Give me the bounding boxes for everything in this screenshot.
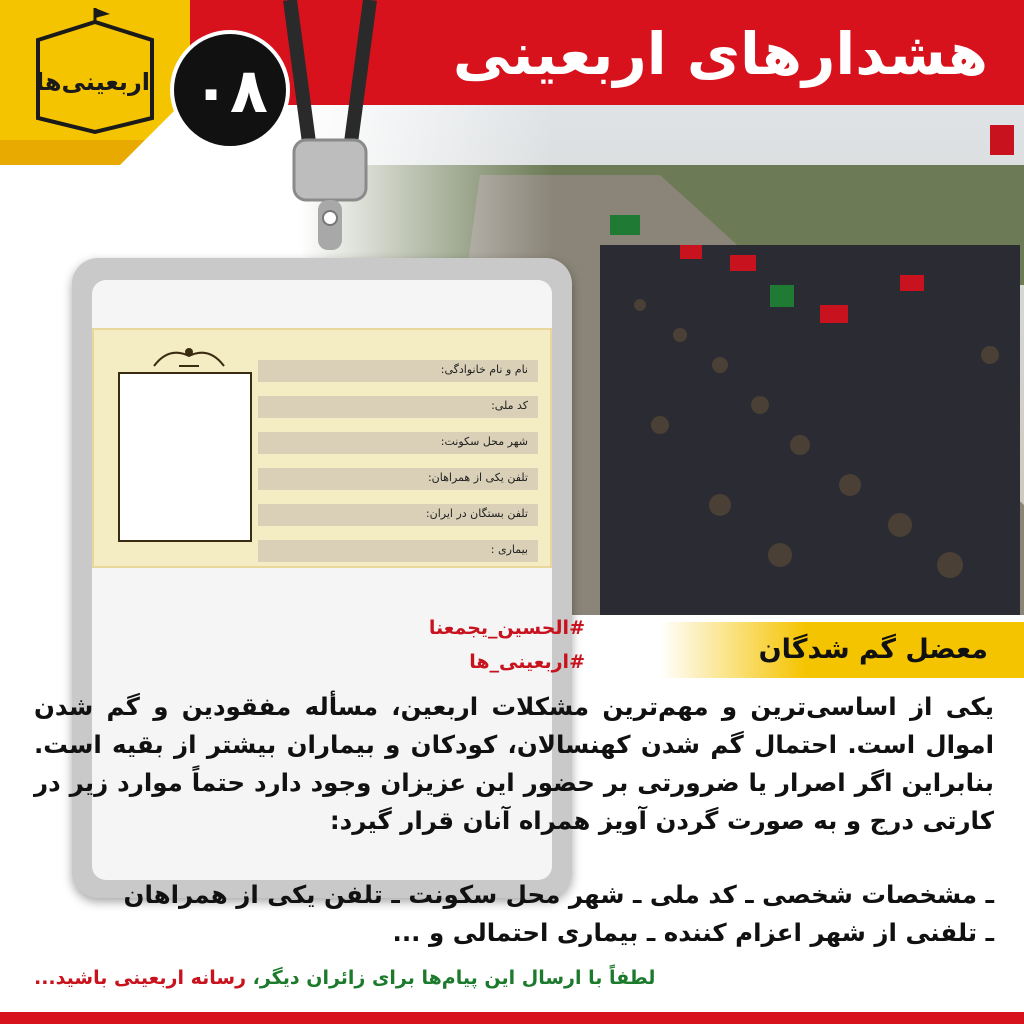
logo-text: اربعینی‌ها xyxy=(35,68,150,96)
header-title: هشدارهای اربعینی xyxy=(452,20,988,88)
bullet-line: ـ تلفنی از شهر اعزام کننده ـ بیماری احتمالی و ... xyxy=(392,918,994,947)
footer-note-green: لطفاً با ارسال این پیام‌ها برای زائران دیگر، xyxy=(252,967,656,989)
subtitle: معضل گم شدگان xyxy=(758,634,988,665)
lanyard-graphic xyxy=(270,0,390,270)
ornament-icon xyxy=(149,342,229,370)
field-name xyxy=(258,360,538,382)
field-label: بیماری : xyxy=(490,543,528,556)
bottom-strip xyxy=(0,1012,1024,1024)
bullet-line: ـ مشخصات شخصی ـ کد ملی ـ شهر محل سکونت ـ تلفن یکی از همراهان xyxy=(123,880,994,909)
field-disease xyxy=(258,540,538,562)
field-label: نام و نام خانوادگی: xyxy=(440,363,528,376)
field-label: تلفن یکی از همراهان: xyxy=(427,471,528,484)
field-label: تلفن بستگان در ایران: xyxy=(425,507,528,520)
hashtag-1: #الحسین_یجمعنا xyxy=(428,617,585,639)
hashtag-2: #اربعینی_ها xyxy=(469,651,585,673)
field-national-id xyxy=(258,396,538,418)
subtitle-bar xyxy=(660,622,1024,678)
footer-note xyxy=(34,960,994,996)
id-card-form xyxy=(92,328,552,568)
body-paragraph: یکی از اساسی‌ترین و مهم‌ترین مشکلات اربعین، مسأله مفقودین و گم شدن اموال است. احتمال گم شدن کهنسالان، کودکان و بیماران بیشتر از بقیه است. بنابراین اگر اصرار یا ضرورتی بر حضور این عزیزان وجود دارد حتماً موارد زیر در کارتی درج و به صورت گردن آویز همراه آنان قرار گیرد: xyxy=(34,692,994,835)
field-companion-phone xyxy=(258,468,538,490)
number-badge: ۰۸ xyxy=(170,30,290,150)
field-label: شهر محل سکونت: xyxy=(440,435,528,448)
field-city xyxy=(258,432,538,454)
bullet-list xyxy=(34,876,994,952)
footer-note-red: رسانه اربعینی باشید... xyxy=(34,967,253,989)
field-label: کد ملی: xyxy=(491,399,528,412)
field-family-phone xyxy=(258,504,538,526)
photo-placeholder xyxy=(118,372,252,542)
